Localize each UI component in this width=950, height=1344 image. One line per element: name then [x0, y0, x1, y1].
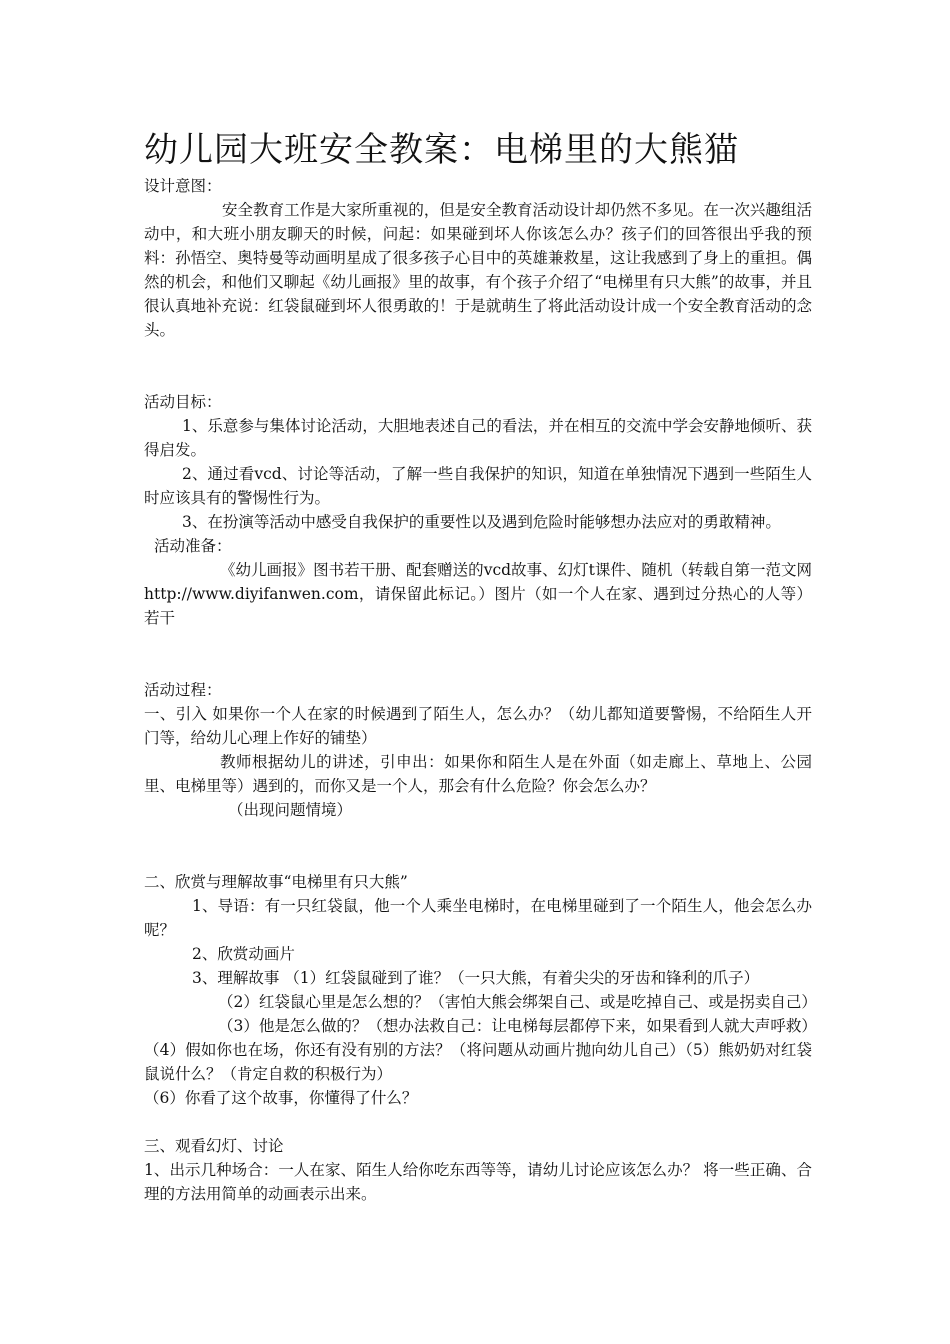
design-paragraph: 安全教育工作是大家所重视的，但是安全教育活动设计却仍然不多见。在一次兴趣组活动中，和大班小朋友聊天的时候，问起：如果碰到坏人你该怎么办？孩子们的回答很出乎我的预料：孙悟空、奥特曼等动画明星成了很多孩子心目中的英雄兼救星，这让我感到了身上的重担。偶然的机会，和他们又聊起《幼儿画报》里的故事，有个孩子介绍了“电梯里有只大熊”的故事，并且很认真地补充说：红袋鼠碰到坏人很勇敢的！于是就萌生了将此活动设计成一个安全教育活动的念头。 [144, 201, 812, 339]
step-1-note: （出现问题情境） [228, 801, 353, 819]
spacer [144, 846, 812, 870]
prep-paragraph: 《幼儿画报》图书若干册、配套赠送的vcd故事、幻灯t课件、随机（转载自第一范文网http://www.diyifanwen.com，请保留此标记。）图片（如一个人在家、遇到过分热心的人等）若干 [144, 561, 812, 627]
design-heading: 设计意图： [144, 177, 222, 195]
spacer [144, 366, 812, 390]
step-2-item-3-q4-q5: （4）假如你也在场，你还有没有别的方法？（将问题从动画片抛向幼儿自己）（5）熊奶奶对红袋鼠说什么？（肯定自救的积极行为） [144, 1041, 812, 1083]
process-heading: 活动过程： [144, 681, 222, 699]
goal-item-2: 2、通过看vcd、讨论等活动，了解一些自我保护的知识，知道在单独情况下遇到一些陌生人时应该具有的警惕性行为。 [144, 465, 812, 507]
step-2-item-3-q2: （2）红袋鼠心里是怎么想的？（害怕大熊会绑架自己、或是吃掉自己、或是拐卖自己） [218, 993, 817, 1011]
goals-heading: 活动目标： [144, 393, 222, 411]
spacer [144, 822, 812, 846]
goal-item-1: 1、乐意参与集体讨论活动，大胆地表述自己的看法，并在相互的交流中学会安静地倾听、获得启发。 [144, 417, 812, 459]
step-2-item-3: 3、理解故事 （1）红袋鼠碰到了谁？（一只大熊，有着尖尖的牙齿和锋利的爪子） [192, 969, 760, 987]
step-2-item-1: 1、导语：有一只红袋鼠，他一个人乘坐电梯时，在电梯里碰到了一个陌生人，他会怎么办呢？ [144, 897, 812, 939]
document-body [144, 174, 817, 1206]
goal-item-3: 3、在扮演等活动中感受自我保护的重要性以及遇到危险时能够想办法应对的勇敢精神。 [182, 513, 781, 531]
step-2-item-2: 2、欣赏动画片 [192, 945, 295, 963]
document-title: 幼儿园大班安全教案：电梯里的大熊猫 [144, 130, 739, 170]
step-2-item-3-q6: （6）你看了这个故事，你懂得了什么？ [144, 1089, 418, 1107]
step-2-heading: 二、欣赏与理解故事“电梯里有只大熊” [144, 873, 408, 891]
step-3-item-1: 1、出示几种场合：一人在家、陌生人给你吃东西等等，请幼儿讨论应该怎么办？ 将一些正确、合理的方法用简单的动画表示出来。 [144, 1161, 812, 1203]
spacer [144, 630, 812, 654]
step-1-intro: 一、引入 如果你一个人在家的时候遇到了陌生人，怎么办？（幼儿都知道要警惕，不给陌生人开门等，给幼儿心理上作好的铺垫） [144, 705, 812, 747]
prep-heading: 活动准备： [154, 537, 232, 555]
step-2-item-3-q3: （3）他是怎么做的？（想办法救自己：让电梯每层都停下来，如果看到人就大声呼救） [218, 1017, 817, 1035]
step-3-heading: 三、观看幻灯、讨论 [144, 1137, 284, 1155]
step-1-teacher: 教师根据幼儿的讲述，引申出：如果你和陌生人是在外面（如走廊上、草地上、公园里、电梯里等）遇到的，而你又是一个人，那会有什么危险？你会怎么办？ [144, 753, 812, 795]
spacer [144, 1110, 812, 1134]
spacer [144, 654, 812, 678]
spacer [144, 342, 812, 366]
